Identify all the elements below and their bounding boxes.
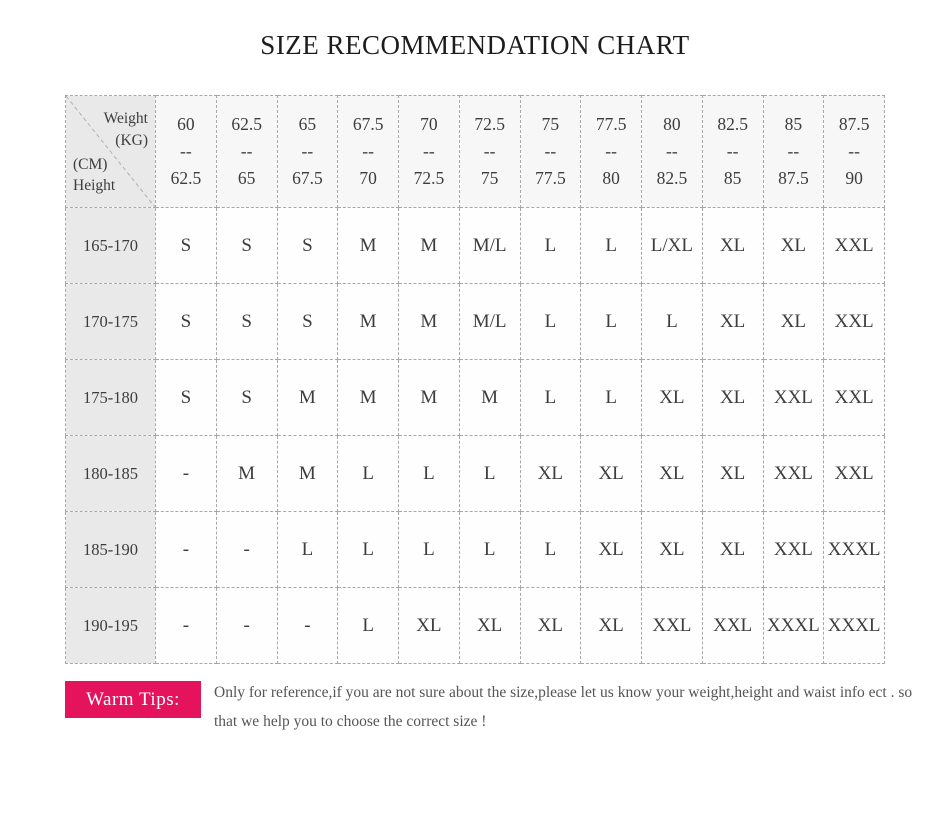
page-title: SIZE RECOMMENDATION CHART [260,30,690,60]
table-row [66,588,885,664]
size-cell: M [338,360,399,436]
size-cell: L [277,512,338,588]
size-cell: S [156,284,217,360]
size-cell: XL [581,512,642,588]
size-cell: L [520,360,581,436]
size-cell: - [216,588,277,664]
size-cell: L [581,360,642,436]
corner-cell [66,96,156,208]
size-cell: XXL [763,436,824,512]
size-cell: L [520,512,581,588]
size-cell: XL [763,208,824,284]
size-cell: XL [702,512,763,588]
size-cell: M/L [459,208,520,284]
size-cell: L [459,512,520,588]
size-cell: L [399,436,460,512]
size-cell: L [338,588,399,664]
size-cell: M [399,284,460,360]
table-row [66,512,885,588]
weight-range-header: 80 -- 82.5 [642,96,703,208]
height-unit: (CM) [73,155,108,173]
size-cell: M [277,436,338,512]
weight-range-header: 70 -- 72.5 [399,96,460,208]
size-cell: XL [763,284,824,360]
size-cell: XL [702,284,763,360]
size-cell: - [277,588,338,664]
size-cell: XL [581,436,642,512]
weight-range-header: 82.5 -- 85 [702,96,763,208]
weight-range-header: 67.5 -- 70 [338,96,399,208]
weight-word: Weight [103,110,148,127]
weight-range-header: 62.5 -- 65 [216,96,277,208]
size-cell: S [216,360,277,436]
weight-range-header: 77.5 -- 80 [581,96,642,208]
size-cell: XXXL [763,588,824,664]
warm-tips-section [65,681,950,736]
weight-range-header: 65 -- 67.5 [277,96,338,208]
size-cell: M [399,360,460,436]
size-cell: M [277,360,338,436]
size-cell: M [459,360,520,436]
size-cell: XL [581,588,642,664]
size-cell: XXL [763,512,824,588]
size-cell: L [338,512,399,588]
size-cell: - [156,512,217,588]
warm-tips-text: Only for reference,if you are not sure about the size,please let us know your weight,height and waist info ect . so that we help you to choose the correct size ! [214,684,913,730]
size-cell: S [156,360,217,436]
size-cell: S [277,284,338,360]
weight-range-header: 60 -- 62.5 [156,96,217,208]
size-cell: - [156,436,217,512]
size-cell: - [216,512,277,588]
size-table [65,95,885,664]
weight-unit: (KG) [115,131,148,149]
height-range-label: 180-185 [66,436,156,512]
size-cell: L [581,208,642,284]
size-cell: XXXL [824,512,885,588]
table-header-row [66,96,885,208]
size-cell: XXL [824,284,885,360]
size-cell: XL [520,436,581,512]
size-cell: L [581,284,642,360]
size-cell: - [156,588,217,664]
weight-range-header: 87.5 -- 90 [824,96,885,208]
size-cell: XXL [824,360,885,436]
size-cell: XL [642,360,703,436]
size-cell: XXL [763,360,824,436]
size-cell: XXXL [824,588,885,664]
size-cell: L [520,284,581,360]
corner-height-label [73,154,115,197]
table-row [66,436,885,512]
size-cell: S [216,284,277,360]
size-cell: XL [702,360,763,436]
size-cell: XXL [702,588,763,664]
size-cell: M [216,436,277,512]
height-word: Height [73,177,116,195]
table-row [66,284,885,360]
size-cell: L [399,512,460,588]
size-cell: XL [642,436,703,512]
size-cell: S [277,208,338,284]
size-cell: M/L [459,284,520,360]
height-range-label: 165-170 [66,208,156,284]
size-cell: M [399,208,460,284]
height-range-label: 175-180 [66,360,156,436]
size-cell: XXL [824,436,885,512]
size-cell: L [338,436,399,512]
size-cell: XL [702,208,763,284]
size-cell: XL [520,588,581,664]
weight-range-header: 72.5 -- 75 [459,96,520,208]
table-row [66,360,885,436]
size-cell: XL [702,436,763,512]
height-range-label: 190-195 [66,588,156,664]
size-cell: XL [399,588,460,664]
size-cell: XL [459,588,520,664]
size-cell: S [216,208,277,284]
corner-weight-label [104,108,148,151]
warm-tips-badge: Warm Tips: [65,681,201,718]
size-cell: L [520,208,581,284]
table-row [66,208,885,284]
size-cell: L [459,436,520,512]
height-range-label: 185-190 [66,512,156,588]
height-range-label: 170-175 [66,284,156,360]
size-cell: M [338,284,399,360]
size-cell: XXL [642,588,703,664]
size-cell: M [338,208,399,284]
weight-range-header: 75 -- 77.5 [520,96,581,208]
size-cell: L/XL [642,208,703,284]
size-cell: XXL [824,208,885,284]
size-cell: XL [642,512,703,588]
size-cell: S [156,208,217,284]
weight-range-header: 85 -- 87.5 [763,96,824,208]
size-cell: L [642,284,703,360]
